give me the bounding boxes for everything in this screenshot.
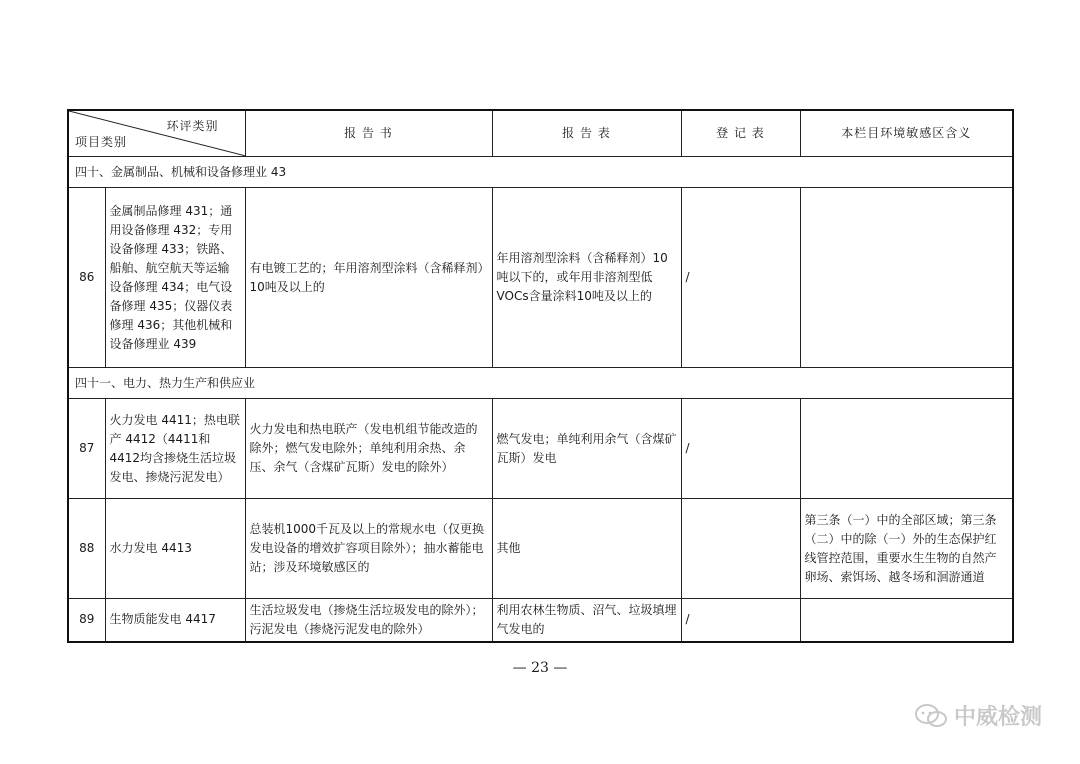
section-title: 四十、金属制品、机械和设备修理业 43 (68, 157, 1013, 188)
registration-criteria: / (681, 599, 800, 642)
report-book-criteria: 有电镀工艺的；年用溶剂型涂料（含稀释剂）10吨及以上的 (245, 188, 492, 368)
header-registration: 登 记 表 (681, 110, 800, 157)
table-row (68, 499, 1013, 599)
report-form-criteria: 其他 (492, 499, 681, 599)
header-project-category: 项目类别 (75, 135, 128, 149)
report-book-criteria: 生活垃圾发电（掺烧生活垃圾发电的除外）；污泥发电（掺烧污泥发电的除外） (245, 599, 492, 642)
section-row (68, 157, 1013, 188)
row-number: 86 (68, 188, 105, 368)
table-row (68, 188, 1013, 368)
section-title: 四十一、电力、热力生产和供应业 (68, 368, 1013, 399)
table-row (68, 399, 1013, 499)
header-report-book: 报 告 书 (245, 110, 492, 157)
table-row (68, 599, 1013, 642)
classification-table (67, 109, 1014, 643)
sensitive-area-definition (800, 599, 1013, 642)
row-number: 88 (68, 499, 105, 599)
row-number: 87 (68, 399, 105, 499)
header-env-category: 环评类别 (166, 119, 219, 133)
wechat-icon (914, 703, 948, 729)
project-category: 金属制品修理 431；通用设备修理 432；专用设备修理 433；铁路、船舶、航空航天等运输设备修理 434；电气设备修理 435；仪器仪表修理 436；其他机械和设备修理业 439 (105, 188, 245, 368)
registration-criteria (681, 499, 800, 599)
header-report-form: 报 告 表 (492, 110, 681, 157)
header-sensitive-area: 本栏目环境敏感区含义 (800, 110, 1013, 157)
section-row (68, 368, 1013, 399)
sensitive-area-definition (800, 399, 1013, 499)
project-category: 水力发电 4413 (105, 499, 245, 599)
diagonal-header-cell (68, 110, 245, 157)
header-row (68, 110, 1013, 157)
report-book-criteria: 总装机1000千瓦及以上的常规水电（仅更换发电设备的增效扩容项目除外）；抽水蓄能电站；涉及环境敏感区的 (245, 499, 492, 599)
report-book-criteria: 火力发电和热电联产（发电机组节能改造的除外；燃气发电除外；单纯利用余热、余压、余气（含煤矿瓦斯）发电的除外） (245, 399, 492, 499)
project-category: 火力发电 4411；热电联产 4412（4411和4412均含掺烧生活垃圾发电、掺烧污泥发电） (105, 399, 245, 499)
registration-criteria: / (681, 188, 800, 368)
project-category: 生物质能发电 4417 (105, 599, 245, 642)
row-number: 89 (68, 599, 105, 642)
watermark (914, 700, 1042, 731)
registration-criteria: / (681, 399, 800, 499)
sensitive-area-definition (800, 188, 1013, 368)
report-form-criteria: 燃气发电；单纯利用余气（含煤矿瓦斯）发电 (492, 399, 681, 499)
sensitive-area-definition: 第三条（一）中的全部区域；第三条（二）中的除（一）外的生态保护红线管控范围，重要水生生物的自然产卵场、索饵场、越冬场和洄游通道 (800, 499, 1013, 599)
watermark-text: 中威检测 (953, 705, 1042, 730)
page-number: — 23 — (512, 660, 568, 676)
report-form-criteria: 年用溶剂型涂料（含稀释剂）10吨以下的，或年用非溶剂型低VOCs含量涂料10吨及以上的 (492, 188, 681, 368)
report-form-criteria: 利用农林生物质、沼气、垃圾填埋气发电的 (492, 599, 681, 642)
